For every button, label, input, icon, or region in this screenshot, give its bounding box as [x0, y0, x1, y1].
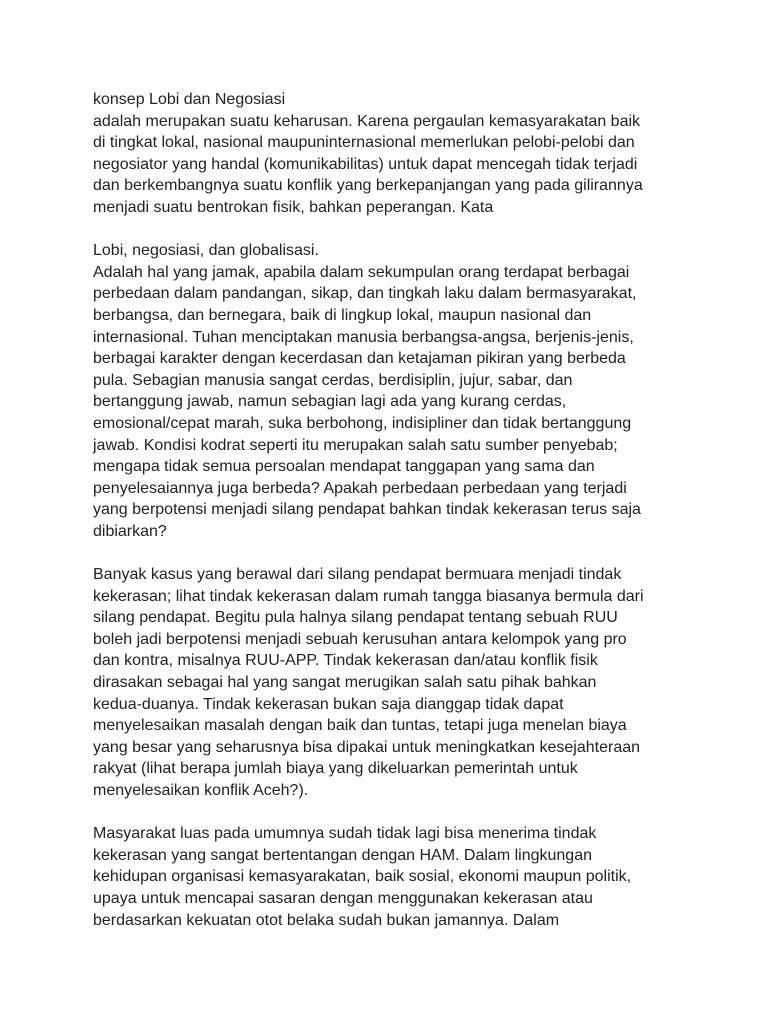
text-line: yang berpotensi menjadi silang pendapat bahkan tindak kekerasan terus saja: [93, 501, 641, 519]
text-line: dan kontra, misalnya RUU-APP. Tindak kekerasan dan/atau konflik fisik: [93, 652, 598, 670]
text-line: mengapa tidak semua persoalan mendapat tanggapan yang sama dan: [93, 458, 595, 476]
text-line: dirasakan sebagai hal yang sangat merugikan salah satu pihak bahkan: [93, 674, 597, 692]
paragraph-spacer: [93, 542, 713, 564]
text-line: bertanggung jawab, namun sebagian lagi ada yang kurang cerdas,: [93, 393, 567, 411]
text-line: adalah merupakan suatu keharusan. Karena pergaulan kemasyarakatan baik: [93, 112, 641, 130]
document-body: [93, 89, 713, 931]
paragraph: [93, 823, 713, 931]
text-line: di tingkat lokal, nasional maupuninternasional memerlukan pelobi-pelobi dan: [93, 134, 635, 152]
text-line: Masyarakat luas pada umumnya sudah tidak lagi bisa menerima tindak: [93, 825, 597, 843]
paragraph-spacer: [93, 219, 713, 241]
text-line: rakyat (lihat berapa jumlah biaya yang dikeluarkan pemerintah untuk: [93, 760, 578, 778]
text-line: konsep Lobi dan Negosiasi: [93, 91, 286, 108]
text-line: boleh jadi berpotensi menjadi sebuah kerusuhan antara kelompok yang pro: [93, 630, 627, 648]
text-line: Lobi, negosiasi, dan globalisasi.: [93, 242, 319, 260]
paragraph: [93, 240, 713, 542]
text-line: menjadi suatu bentrokan fisik, bahkan peperangan. Kata: [93, 198, 494, 216]
text-line: Adalah hal yang jamak, apabila dalam sekumpulan orang terdapat berbagai: [93, 263, 630, 281]
text-line: kekerasan; lihat tindak kekerasan dalam rumah tangga biasanya bermula dari: [93, 587, 644, 605]
text-line: jawab. Kondisi kodrat seperti itu merupakan salah satu sumber penyebab;: [93, 436, 618, 454]
text-line: negosiator yang handal (komunikabilitas) untuk dapat mencegah tidak terjadi: [93, 155, 638, 173]
text-line: silang pendapat. Begitu pula halnya silang pendapat tentang sebuah RUU: [93, 609, 618, 627]
text-line: menyelesaikan konflik Aceh?).: [93, 782, 309, 799]
text-line: upaya untuk mencapai sasaran dengan menggunakan kekerasan atau: [93, 889, 593, 907]
text-line: berbangsa, dan bernegara, baik di lingkup lokal, maupun nasional dan: [93, 306, 592, 324]
paragraph: [93, 564, 713, 802]
text-line: internasional. Tuhan menciptakan manusia berbangsa-angsa, berjenis-jenis,: [93, 328, 634, 346]
document-page: [93, 89, 713, 931]
text-line: yang besar yang seharusnya bisa dipakai untuk meningkatkan kesejahteraan: [93, 738, 641, 756]
text-line: berdasarkan kekuatan otot belaka sudah bukan jamannya. Dalam: [93, 911, 560, 929]
text-line: kedua-duanya. Tindak kekerasan bukan saja dianggap tidak dapat: [93, 695, 564, 713]
text-line: penyelesaiannya juga berbeda? Apakah perbedaan perbedaan yang terjadi: [93, 479, 627, 497]
text-line: dan berkembangnya suatu konflik yang berkepanjangan yang pada gilirannya: [93, 177, 643, 195]
text-line: pula. Sebagian manusia sangat cerdas, berdisiplin, jujur, sabar, dan: [93, 371, 573, 389]
text-line: kekerasan yang sangat bertentangan dengan HAM. Dalam lingkungan: [93, 846, 592, 864]
text-line: emosional/cepat marah, suka berbohong, indisipliner dan tidak bertanggung: [93, 414, 632, 432]
text-line: dibiarkan?: [93, 522, 167, 540]
paragraph-spacer: [93, 802, 713, 824]
text-line: perbedaan dalam pandangan, sikap, dan tingkah laku dalam bermasyarakat,: [93, 285, 637, 303]
paragraph: [93, 89, 713, 219]
text-line: kehidupan organisasi kemasyarakatan, baik sosial, ekonomi maupun politik,: [93, 868, 632, 886]
text-line: menyelesaikan masalah dengan baik dan tuntas, tetapi juga menelan biaya: [93, 717, 627, 735]
text-line: berbagai karakter dengan kecerdasan dan ketajaman pikiran yang berbeda: [93, 350, 626, 368]
text-line: Banyak kasus yang berawal dari silang pendapat bermuara menjadi tindak: [93, 566, 622, 584]
